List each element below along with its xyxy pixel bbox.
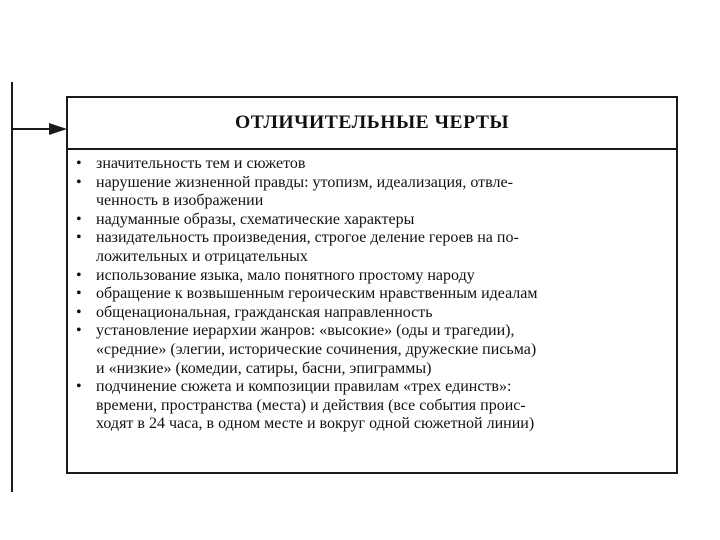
item-line: общенациональная, гражданская направленность	[96, 303, 433, 321]
list-item	[76, 285, 670, 304]
list-item	[76, 211, 670, 230]
arrow-right-icon	[11, 122, 67, 136]
bullet-icon: •	[76, 229, 82, 247]
bullet-icon: •	[76, 303, 82, 321]
bullet-icon: •	[76, 322, 82, 340]
list-item	[76, 174, 670, 211]
item-line: и «низкие» (комедии, сатиры, басни, эпиграммы)	[96, 359, 432, 377]
item-line: значительность тем и сюжетов	[96, 155, 306, 172]
list-item	[76, 155, 670, 174]
list-item	[76, 304, 670, 323]
item-line: ложительных и отрицательных	[96, 247, 308, 265]
box-title: ОТЛИЧИТЕЛЬНЫЕ ЧЕРТЫ	[234, 112, 510, 133]
list-item	[76, 378, 670, 434]
item-line: назидательность произведения, строгое деление героев на по-	[96, 229, 519, 247]
list-item	[76, 267, 670, 286]
bullet-icon: •	[76, 378, 82, 396]
vertical-connector-line	[11, 82, 13, 492]
bullet-icon: •	[76, 173, 82, 191]
box-header	[68, 98, 676, 150]
item-line: ченность в изображении	[96, 192, 264, 210]
item-line: «средние» (элегии, исторические сочинения, дружеские письма)	[96, 340, 537, 358]
bullet-icon: •	[76, 155, 82, 172]
item-line: нарушение жизненной правды: утопизм, идеализация, отвле-	[96, 173, 513, 191]
list-item	[76, 229, 670, 266]
list-item	[76, 322, 670, 378]
item-line: надуманные образы, схематические характеры	[96, 210, 415, 228]
item-line: использование языка, мало понятного простому народу	[96, 266, 475, 284]
bullet-icon: •	[76, 285, 82, 303]
bullet-icon: •	[76, 266, 82, 284]
bullet-icon: •	[76, 210, 82, 228]
features-box	[66, 96, 678, 474]
features-list	[68, 150, 676, 434]
item-line: обращение к возвышенным героическим нравственным идеалам	[96, 285, 538, 303]
item-line: установление иерархии жанров: «высокие» (оды и трагедии),	[96, 322, 515, 340]
item-line: ходят в 24 часа, в одном месте и вокруг одной сюжетной линии)	[96, 415, 535, 433]
item-line: подчинение сюжета и композиции правилам «трех единств»:	[96, 378, 512, 396]
item-line: времени, пространства (места) и действия (все события проис-	[96, 396, 526, 414]
